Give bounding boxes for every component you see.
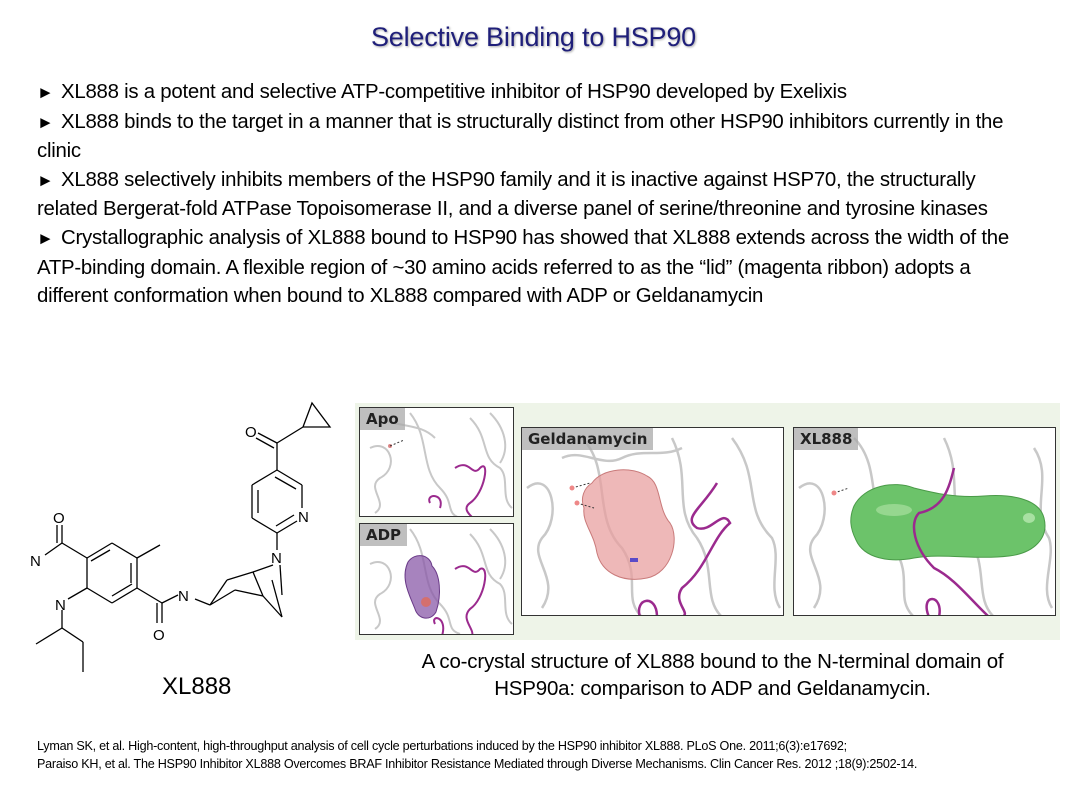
bullet-triangle-icon: ► xyxy=(37,83,54,102)
reference-item: Paraiso KH, et al. The HSP90 Inhibitor XL888 Overcomes BRAF Inhibitor Resistance Mediated through Diverse Mechanisms. Clin Cancer Res. 2012 ;18(9):2502-14. xyxy=(37,757,918,771)
svg-text:O: O xyxy=(53,510,65,527)
protein-ribbon-image xyxy=(522,428,784,616)
bullet-triangle-icon: ► xyxy=(37,170,54,190)
bullet-item: ► XL888 selectively inhibits members of the HSP90 family and it is inactive against HSP70, the structurally related Bergerat-fold ATPase Topoisomerase II, and a diverse panel of serine/threonine and tyrosine kinases xyxy=(37,168,988,221)
bullet-triangle-icon: ► xyxy=(37,112,54,132)
panel-xl888 xyxy=(793,427,1056,616)
bullet-list xyxy=(37,78,1037,311)
bullet-item: ► XL888 binds to the target in a manner that is structurally distinct from other HSP90 inhibitors currently in the clinic xyxy=(37,110,1004,163)
bullet-triangle-icon: ► xyxy=(37,228,54,248)
svg-text:N: N xyxy=(55,597,66,614)
compound-name-label: XL888 xyxy=(162,673,232,700)
svg-text:N: N xyxy=(30,553,41,570)
references xyxy=(37,737,1057,773)
svg-text:O: O xyxy=(153,627,165,644)
svg-text:N: N xyxy=(298,509,309,526)
panel-adp xyxy=(359,523,514,635)
panel-apo xyxy=(359,407,514,517)
panel-label: ADP xyxy=(360,524,407,546)
panel-label: XL888 xyxy=(794,428,858,450)
crystal-structure-figure xyxy=(355,403,1060,640)
bullet-item: ► Crystallographic analysis of XL888 bound to HSP90 has showed that XL888 extends across the width of the ATP-binding domain. A flexible region of ~30 amino acids referred to as the “lid” (magenta ribbon) adopts a different conformation when bound to XL888 compared with ADP or Geldanamycin xyxy=(37,226,1009,308)
svg-text:N: N xyxy=(271,550,282,567)
figure-caption: A co-crystal structure of XL888 bound to the N-terminal domain of HSP90a: comparison to ADP and Geldanamycin. xyxy=(421,650,1004,700)
slide-title: Selective Binding to HSP90 xyxy=(371,22,696,52)
panel-label: Geldanamycin xyxy=(522,428,653,450)
protein-ribbon-image xyxy=(794,428,1056,616)
bullet-item: ► XL888 is a potent and selective ATP-competitive inhibitor of HSP90 developed by Exelixis xyxy=(37,81,847,103)
svg-text:O: O xyxy=(245,424,257,441)
svg-text:N: N xyxy=(178,588,189,605)
chemical-structure-diagram xyxy=(20,395,350,705)
panel-label: Apo xyxy=(360,408,405,430)
reference-item: Lyman SK, et al. High-content, high-throughput analysis of cell cycle perturbations induced by the HSP90 inhibitor XL888. PLoS One. 2011;6(3):e17692; xyxy=(37,739,847,753)
panel-geldanamycin xyxy=(521,427,784,616)
atom-labels xyxy=(30,424,309,644)
